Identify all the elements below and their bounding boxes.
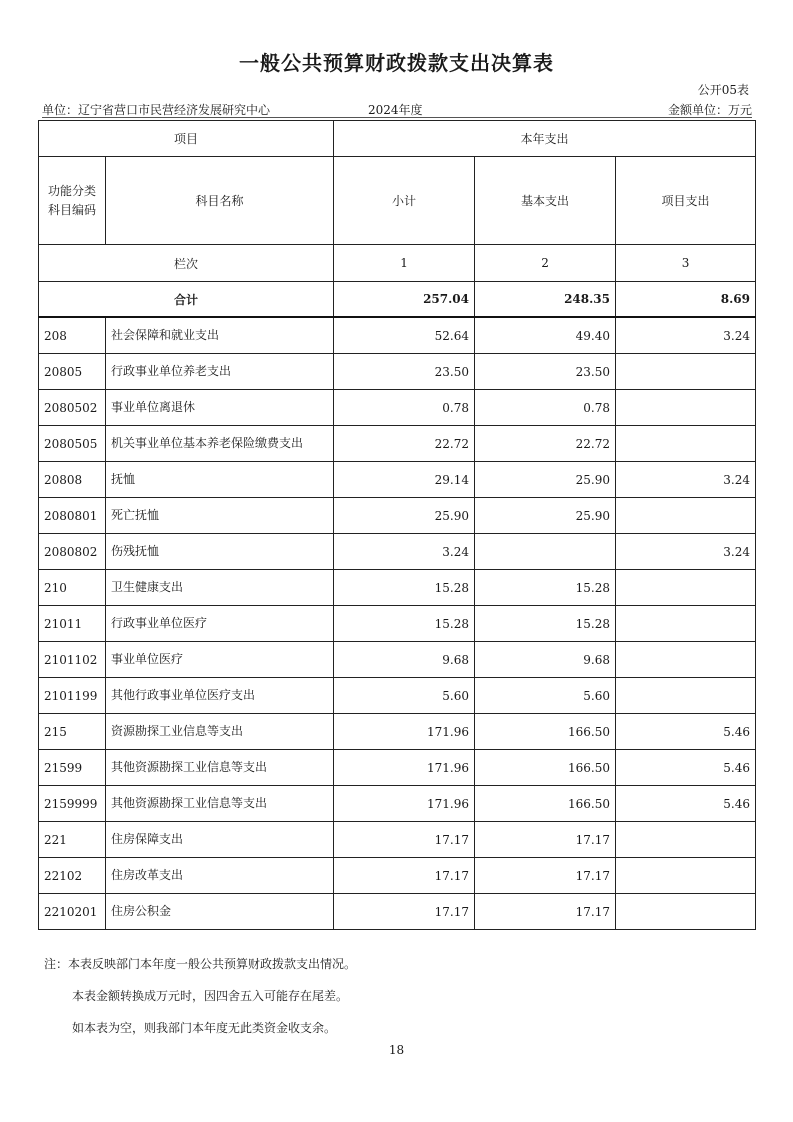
row-subtotal: 52.64 bbox=[334, 317, 475, 354]
note-1: 注：本表反映部门本年度一般公共预算财政拨款支出情况。 bbox=[44, 957, 357, 971]
header-item: 项目 bbox=[39, 121, 334, 157]
table-row bbox=[39, 354, 756, 390]
row-name: 住房公积金 bbox=[106, 894, 334, 930]
row-name: 伤残抚恤 bbox=[106, 534, 334, 570]
row-basic: 25.90 bbox=[475, 498, 616, 534]
row-name: 事业单位医疗 bbox=[106, 642, 334, 678]
row-subtotal: 171.96 bbox=[334, 750, 475, 786]
table-row bbox=[39, 642, 756, 678]
row-name: 住房保障支出 bbox=[106, 822, 334, 858]
row-code: 2210201 bbox=[39, 894, 106, 930]
row-subtotal: 17.17 bbox=[334, 822, 475, 858]
row-code: 21599 bbox=[39, 750, 106, 786]
header-row-1 bbox=[39, 121, 756, 157]
row-basic: 166.50 bbox=[475, 714, 616, 750]
row-project bbox=[616, 606, 756, 642]
row-subtotal: 17.17 bbox=[334, 858, 475, 894]
total-project: 8.69 bbox=[616, 282, 756, 318]
row-basic: 49.40 bbox=[475, 317, 616, 354]
row-subtotal: 15.28 bbox=[334, 606, 475, 642]
table-row bbox=[39, 678, 756, 714]
row-name: 抚恤 bbox=[106, 462, 334, 498]
total-label: 合计 bbox=[39, 282, 334, 318]
row-basic bbox=[475, 534, 616, 570]
row-project bbox=[616, 498, 756, 534]
total-row bbox=[39, 282, 756, 318]
row-code: 2080502 bbox=[39, 390, 106, 426]
row-code: 210 bbox=[39, 570, 106, 606]
row-subtotal: 0.78 bbox=[334, 390, 475, 426]
row-basic: 5.60 bbox=[475, 678, 616, 714]
row-name: 其他行政事业单位医疗支出 bbox=[106, 678, 334, 714]
row-name: 其他资源勘探工业信息等支出 bbox=[106, 786, 334, 822]
year-label: 2024年度 bbox=[368, 103, 423, 117]
table-row bbox=[39, 390, 756, 426]
row-code: 2080505 bbox=[39, 426, 106, 462]
row-project bbox=[616, 822, 756, 858]
row-project bbox=[616, 570, 756, 606]
row-project: 3.24 bbox=[616, 534, 756, 570]
row-subtotal: 22.72 bbox=[334, 426, 475, 462]
row-subtotal: 29.14 bbox=[334, 462, 475, 498]
row-subtotal: 3.24 bbox=[334, 534, 475, 570]
row-subtotal: 9.68 bbox=[334, 642, 475, 678]
header-project-spending: 项目支出 bbox=[616, 157, 756, 245]
header-subject-name: 科目名称 bbox=[106, 157, 334, 245]
row-project: 5.46 bbox=[616, 786, 756, 822]
row-project: 3.24 bbox=[616, 462, 756, 498]
row-subtotal: 171.96 bbox=[334, 786, 475, 822]
row-basic: 17.17 bbox=[475, 894, 616, 930]
table-row bbox=[39, 498, 756, 534]
row-code: 21011 bbox=[39, 606, 106, 642]
row-basic: 15.28 bbox=[475, 570, 616, 606]
row-basic: 17.17 bbox=[475, 858, 616, 894]
header-func-code bbox=[39, 157, 106, 245]
row-project: 3.24 bbox=[616, 317, 756, 354]
row-name: 其他资源勘探工业信息等支出 bbox=[106, 750, 334, 786]
row-project bbox=[616, 390, 756, 426]
row-subtotal: 23.50 bbox=[334, 354, 475, 390]
unit-label: 单位：辽宁省营口市民营经济发展研究中心 bbox=[42, 103, 271, 117]
row-code: 221 bbox=[39, 822, 106, 858]
budget-table bbox=[38, 120, 756, 930]
row-name: 行政事业单位医疗 bbox=[106, 606, 334, 642]
row-project: 5.46 bbox=[616, 750, 756, 786]
row-code: 208 bbox=[39, 317, 106, 354]
row-code: 2159999 bbox=[39, 786, 106, 822]
row-code: 2080802 bbox=[39, 534, 106, 570]
table-row bbox=[39, 894, 756, 930]
page-number: 18 bbox=[388, 1043, 405, 1057]
table-row bbox=[39, 786, 756, 822]
header-row-2 bbox=[39, 157, 756, 245]
row-name: 事业单位离退休 bbox=[106, 390, 334, 426]
row-project bbox=[616, 426, 756, 462]
row-project bbox=[616, 858, 756, 894]
column-index-label: 栏次 bbox=[39, 245, 334, 282]
row-basic: 166.50 bbox=[475, 750, 616, 786]
row-basic: 166.50 bbox=[475, 786, 616, 822]
row-name: 社会保障和就业支出 bbox=[106, 317, 334, 354]
header-basic-spending: 基本支出 bbox=[475, 157, 616, 245]
total-basic: 248.35 bbox=[475, 282, 616, 318]
total-subtotal: 257.04 bbox=[334, 282, 475, 318]
header-current-year-spending: 本年支出 bbox=[334, 121, 756, 157]
row-code: 20808 bbox=[39, 462, 106, 498]
table-row bbox=[39, 714, 756, 750]
page-title: 一般公共预算财政拨款支出决算表 bbox=[239, 51, 554, 75]
row-name: 死亡抚恤 bbox=[106, 498, 334, 534]
header-func-code-line2: 科目编码 bbox=[47, 202, 96, 217]
row-basic: 22.72 bbox=[475, 426, 616, 462]
row-code: 20805 bbox=[39, 354, 106, 390]
row-code: 2080801 bbox=[39, 498, 106, 534]
row-basic: 23.50 bbox=[475, 354, 616, 390]
row-basic: 17.17 bbox=[475, 822, 616, 858]
row-project bbox=[616, 894, 756, 930]
row-project bbox=[616, 354, 756, 390]
row-code: 22102 bbox=[39, 858, 106, 894]
table-row bbox=[39, 858, 756, 894]
column-index-1: 1 bbox=[334, 245, 475, 282]
table-row bbox=[39, 606, 756, 642]
table-row bbox=[39, 534, 756, 570]
money-unit-label: 金额单位：万元 bbox=[667, 103, 752, 117]
row-name: 住房改革支出 bbox=[106, 858, 334, 894]
notes bbox=[44, 948, 356, 1044]
row-subtotal: 171.96 bbox=[334, 714, 475, 750]
table-row bbox=[39, 750, 756, 786]
column-index-row bbox=[39, 245, 756, 282]
row-name: 行政事业单位养老支出 bbox=[106, 354, 334, 390]
row-subtotal: 25.90 bbox=[334, 498, 475, 534]
note-3: 如本表为空，则我部门本年度无此类资金收支余。 bbox=[72, 1021, 337, 1035]
row-project: 5.46 bbox=[616, 714, 756, 750]
column-index-3: 3 bbox=[616, 245, 756, 282]
header-func-code-line1: 功能分类 bbox=[47, 183, 96, 198]
row-project bbox=[616, 642, 756, 678]
row-basic: 25.90 bbox=[475, 462, 616, 498]
column-index-2: 2 bbox=[475, 245, 616, 282]
row-basic: 15.28 bbox=[475, 606, 616, 642]
table-row bbox=[39, 462, 756, 498]
note-2: 本表金额转换成万元时，因四舍五入可能存在尾差。 bbox=[72, 989, 349, 1003]
table-row bbox=[39, 426, 756, 462]
row-name: 卫生健康支出 bbox=[106, 570, 334, 606]
table-row bbox=[39, 570, 756, 606]
row-subtotal: 15.28 bbox=[334, 570, 475, 606]
meta-line bbox=[42, 101, 752, 118]
table-row bbox=[39, 822, 756, 858]
form-number: 公开05表 bbox=[697, 83, 749, 97]
row-code: 215 bbox=[39, 714, 106, 750]
row-name: 资源勘探工业信息等支出 bbox=[106, 714, 334, 750]
row-name: 机关事业单位基本养老保险缴费支出 bbox=[106, 426, 334, 462]
header-subtotal: 小计 bbox=[334, 157, 475, 245]
row-basic: 9.68 bbox=[475, 642, 616, 678]
row-code: 2101102 bbox=[39, 642, 106, 678]
row-subtotal: 5.60 bbox=[334, 678, 475, 714]
row-code: 2101199 bbox=[39, 678, 106, 714]
table-row bbox=[39, 317, 756, 354]
row-subtotal: 17.17 bbox=[334, 894, 475, 930]
row-project bbox=[616, 678, 756, 714]
row-basic: 0.78 bbox=[475, 390, 616, 426]
